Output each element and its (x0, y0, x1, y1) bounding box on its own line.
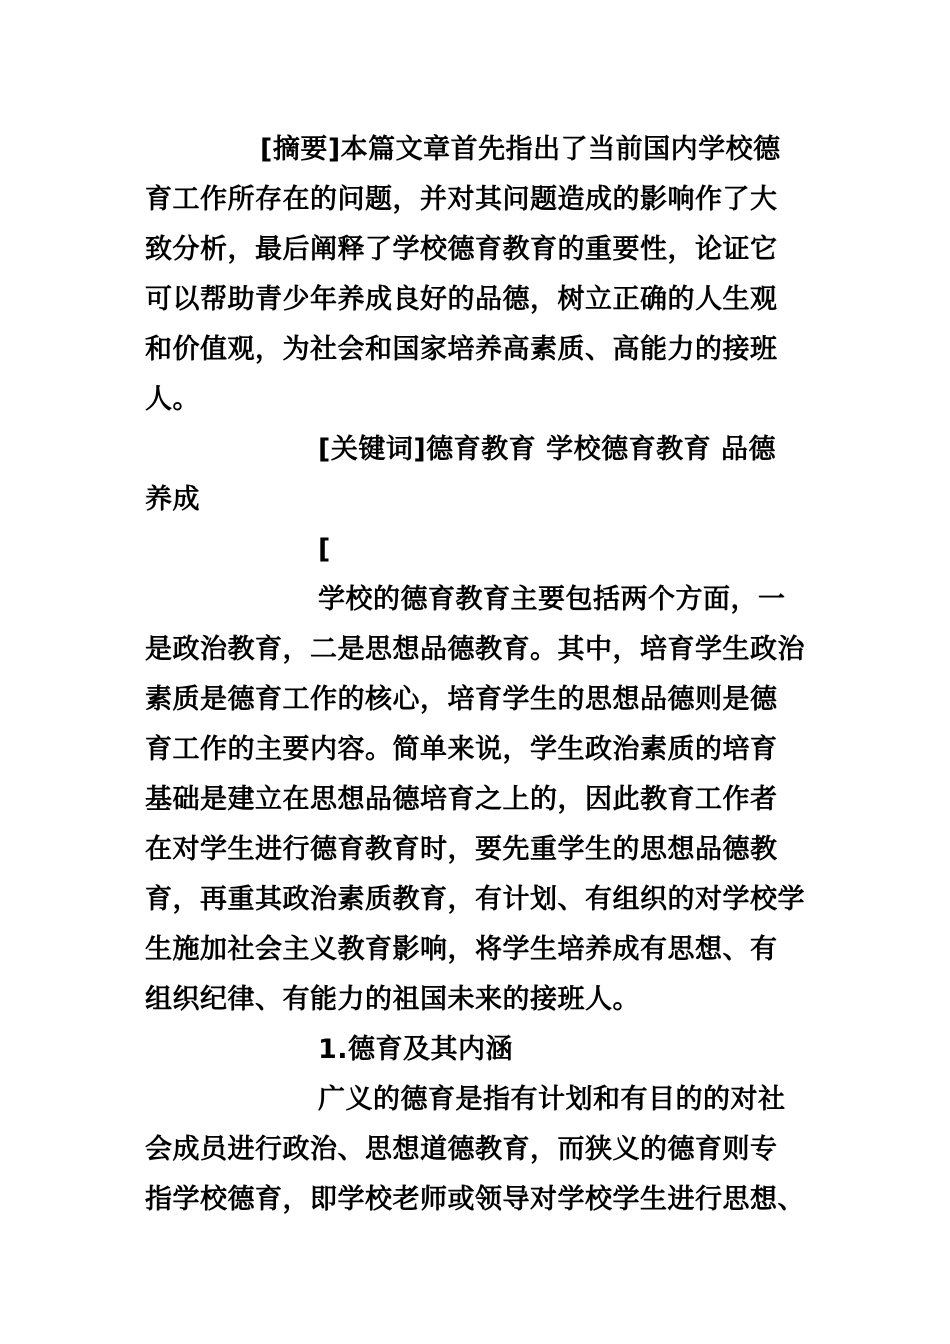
bracket-mark: [ (318, 534, 331, 565)
abstract-line-3: 致分析，最后阐释了学校德育教育的重要性，论证它 (145, 234, 778, 265)
abstract-line-2: 育工作所存在的问题，并对其问题造成的影响作了大 (145, 184, 778, 215)
section1-line-3: 指学校德育，即学校老师或领导对学校学生进行思想、 (145, 1184, 805, 1215)
abstract-line-1: [摘要]本篇文章首先指出了当前国内学校德 (260, 134, 781, 165)
intro-line-3: 素质是德育工作的核心，培育学生的思想品德则是德 (145, 684, 778, 715)
intro-line-7: 育，再重其政治素质教育，有计划、有组织的对学校学 (145, 884, 805, 915)
intro-line-4: 育工作的主要内容。简单来说，学生政治素质的培育 (145, 734, 778, 765)
section1-line-1: 广义的德育是指有计划和有目的的对社 (318, 1084, 786, 1115)
abstract-line-4: 可以帮助青少年养成良好的品德，树立正确的人生观 (145, 284, 778, 315)
intro-line-9: 组织纪律、有能力的祖国未来的接班人。 (145, 984, 640, 1015)
keywords-line-1: [关键词]德育教育 学校德育教育 品德 (318, 434, 776, 465)
intro-line-5: 基础是建立在思想品德培育之上的，因此教育工作者 (145, 784, 778, 815)
intro-line-2: 是政治教育，二是思想品德教育。其中，培育学生政治 (145, 634, 805, 665)
intro-line-8: 生施加社会主义教育影响，将学生培养成有思想、有 (145, 934, 778, 965)
section1-line-2: 会成员进行政治、思想道德教育，而狭义的德育则专 (145, 1134, 778, 1165)
intro-line-6: 在对学生进行德育教育时，要先重学生的思想品德教 (145, 834, 778, 865)
abstract-line-6: 人。 (145, 384, 200, 415)
abstract-line-5: 和价值观，为社会和国家培养高素质、高能力的接班 (145, 334, 778, 365)
section-heading: 1.德育及其内涵 (318, 1034, 514, 1065)
keywords-line-2: 养成 (145, 484, 200, 515)
intro-line-1: 学校的德育教育主要包括两个方面，一 (318, 584, 786, 615)
